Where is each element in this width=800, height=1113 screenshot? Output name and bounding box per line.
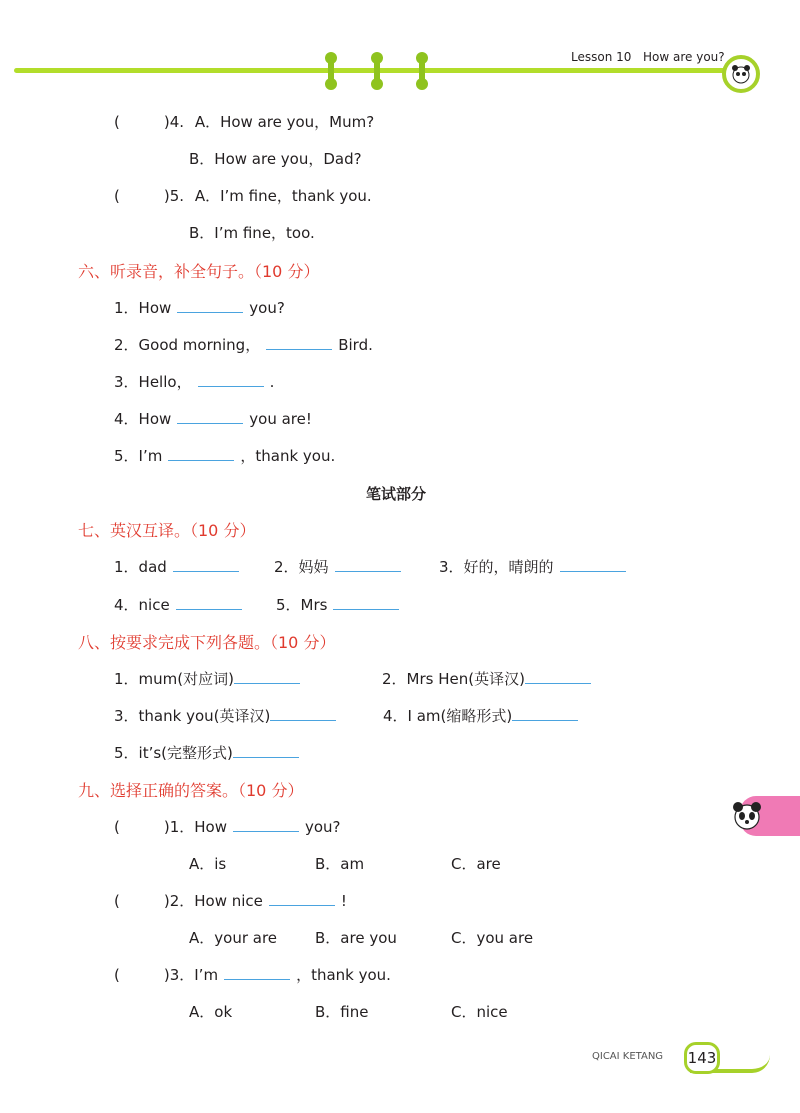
section8-title: 八、按要求完成下列各题。（10 分） (78, 633, 336, 652)
list-item: 5．it’s(完整形式) (114, 742, 305, 763)
answer-paren[interactable]: ( (114, 966, 120, 984)
answer-blank[interactable] (168, 446, 234, 461)
option-a[interactable]: A．your are (189, 929, 278, 947)
written-part-heading: 笔试部分 (366, 485, 427, 503)
question-2: ( )2．How nice ! (114, 892, 347, 910)
question-5: ( )5. A．I’m fine，thank you. (114, 187, 372, 205)
answer-blank[interactable] (177, 298, 243, 313)
answer-blank[interactable] (560, 557, 626, 572)
list-item: 5．Mrs (276, 594, 405, 615)
section9-title: 九、选择正确的答案。（10 分） (78, 781, 304, 800)
list-item: 4．nice (114, 594, 248, 615)
section6-title: 六、听录音，补全句子。（10 分） (78, 262, 320, 281)
list-item: 1．dad (114, 556, 245, 577)
binder-knob (419, 56, 425, 86)
option-b[interactable]: B．fine (315, 1003, 369, 1021)
list-item: 1．How you? (114, 299, 285, 317)
option-a: A．I’m fine，thank you. (194, 187, 372, 205)
question-4: ( )4. A．How are you，Mum? (114, 113, 375, 131)
answer-blank[interactable] (224, 965, 290, 980)
option-b[interactable]: B．am (315, 855, 365, 873)
list-item: 4．I am(缩略形式) (383, 705, 584, 726)
answer-blank[interactable] (177, 409, 243, 424)
option-a[interactable]: A．ok (189, 1003, 233, 1021)
binder-knob (374, 56, 380, 86)
option-a[interactable]: A．is (189, 855, 227, 873)
header-title: How are you? (643, 50, 725, 64)
list-item: 5．I’m ，thank you. (114, 447, 336, 465)
option-c[interactable]: C．are (451, 855, 501, 873)
answer-blank[interactable] (233, 743, 299, 758)
answer-blank[interactable] (335, 557, 401, 572)
option-c[interactable]: C．nice (451, 1003, 508, 1021)
header-lesson: Lesson 10 (571, 50, 632, 64)
answer-blank[interactable] (176, 595, 242, 610)
panda-icon (722, 55, 760, 93)
binder-knob (328, 56, 334, 86)
list-item: 2．Mrs Hen(英译汉) (382, 668, 597, 689)
answer-paren[interactable]: ( (114, 187, 120, 205)
option-b[interactable]: B．are you (315, 929, 397, 947)
option-b: B．How are you，Dad? (189, 150, 362, 168)
list-item: 2．Good morning， Bird. (114, 336, 373, 354)
answer-blank[interactable] (512, 706, 578, 721)
list-item: 4．How you are! (114, 410, 312, 428)
answer-blank[interactable] (198, 372, 264, 387)
question-1: ( )1．How you? (114, 818, 341, 836)
panda-icon (730, 800, 764, 836)
footer-brand: QICAI KETANG (592, 1051, 664, 1062)
list-item: 3．thank you(英译汉) (114, 705, 342, 726)
list-item: 1．mum(对应词) (114, 668, 306, 689)
answer-blank[interactable] (173, 557, 239, 572)
option-b: B．I’m fine，too. (189, 224, 315, 242)
answer-blank[interactable] (266, 335, 332, 350)
list-item: 2．妈妈 (274, 556, 407, 577)
question-number: 4. (169, 113, 185, 131)
answer-paren[interactable]: ( (114, 113, 120, 131)
answer-blank[interactable] (270, 706, 336, 721)
answer-blank[interactable] (234, 669, 300, 684)
answer-paren[interactable]: ( (114, 892, 120, 910)
option-a: A．How are you，Mum? (194, 113, 375, 131)
option-c[interactable]: C．you are (451, 929, 534, 947)
question-number: 5. (169, 187, 185, 205)
answer-blank[interactable] (333, 595, 399, 610)
answer-paren[interactable]: ( (114, 818, 120, 836)
answer-blank[interactable] (269, 891, 335, 906)
answer-blank[interactable] (525, 669, 591, 684)
list-item: 3．好的，晴朗的 (439, 556, 632, 577)
answer-blank[interactable] (233, 817, 299, 832)
section7-title: 七、英汉互译。（10 分） (78, 521, 256, 540)
page-number: 143 (684, 1042, 720, 1074)
list-item: 3．Hello， . (114, 373, 275, 391)
question-3: ( )3．I’m ，thank you. (114, 966, 391, 984)
